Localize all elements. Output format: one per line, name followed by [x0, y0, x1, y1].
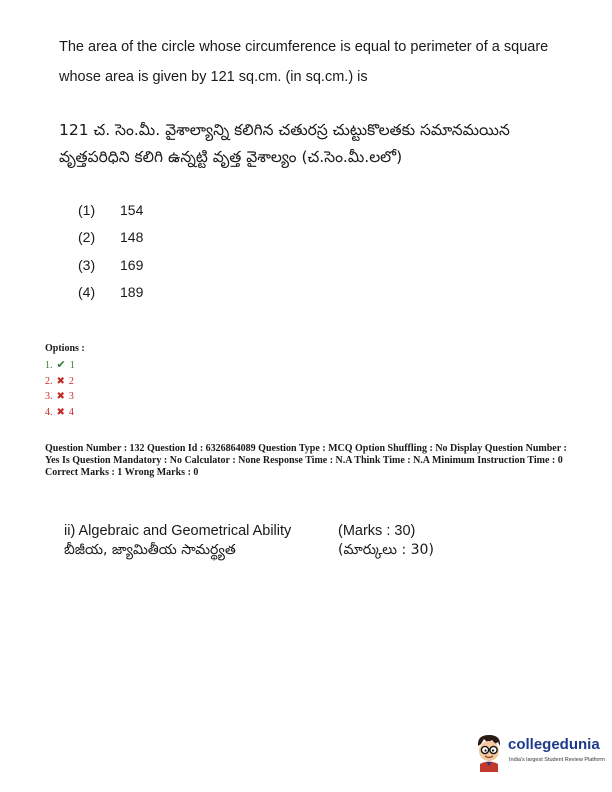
answer-index: 4.: [45, 406, 53, 418]
check-icon: ✔: [56, 359, 66, 371]
answer-label: 1: [69, 360, 75, 371]
choice-item: [78, 196, 143, 224]
answer-label: 3: [68, 391, 74, 402]
question-telugu: [59, 117, 589, 171]
question-info-marks: Correct Marks : 1 Wrong Marks : 0: [45, 467, 199, 478]
question-english-line1: The area of the circle whose circumference is equal to perimeter of a square: [59, 39, 549, 55]
answer-key-item: [45, 374, 75, 390]
cross-icon: ✖: [56, 375, 65, 387]
answer-index: 2.: [45, 375, 53, 387]
logo-tagline: India's largest Student Review Platform: [509, 757, 605, 763]
section-marks-english: (Marks : 30): [338, 523, 416, 539]
section-marks-telugu: (మార్కులు : 30): [338, 542, 434, 558]
section-title: [64, 522, 291, 560]
choice-value: 169: [120, 256, 144, 273]
question-info-details: Question Number : 132 Question Id : 6326864089 Question Type : MCQ Option Shuffling : No Display Question Number : Yes Is Question Mandatory : No Calculator : None Response Time : N.A Think Time : N.A Minimum Instruction Time : 0: [45, 443, 567, 466]
question-telugu-line2: వృత్తపరిధిని కలిగి ఉన్నట్టి వృత్త వైశాల్యం (చ.సెం.మీ.లలో): [59, 148, 403, 166]
answer-key-item: [45, 358, 75, 374]
question-english: [59, 32, 579, 92]
cross-icon: ✖: [56, 406, 65, 418]
choice-value: 154: [120, 201, 144, 218]
answer-key-list: [45, 358, 75, 420]
choice-value: 148: [120, 229, 144, 246]
choice-value: 189: [120, 284, 144, 301]
logo-brand-text: collegedunia: [508, 736, 600, 753]
question-english-line2: whose area is given by 121 sq.cm. (in sq.cm.) is: [59, 69, 368, 85]
collegedunia-logo: [474, 732, 605, 772]
answer-key-item: [45, 405, 75, 421]
answer-label: 2: [68, 375, 74, 387]
choice-item: [78, 251, 143, 279]
choice-number: (4): [78, 284, 96, 301]
mascot-icon: [474, 732, 504, 772]
choice-item: [78, 224, 143, 252]
answer-index: 3.: [45, 391, 53, 402]
choice-number: (1): [78, 201, 96, 218]
choice-number: (3): [78, 256, 96, 273]
choice-number: (2): [78, 229, 96, 246]
cross-icon: ✖: [56, 391, 65, 402]
answer-label: 4: [68, 406, 74, 418]
choice-item: [78, 279, 143, 307]
question-telugu-line1: 121 చ. సెం.మీ. వైశాల్యాన్ని కలిగిన చతురస్ర చుట్టుకొలతకు సమానమయిన: [59, 121, 510, 139]
answer-index: 1.: [45, 360, 53, 371]
question-info: [45, 443, 575, 479]
options-heading: Options :: [45, 343, 85, 354]
section-title-english: ii) Algebraic and Geometrical Ability: [64, 523, 292, 539]
section-marks: [338, 522, 434, 560]
answer-key-item: [45, 389, 75, 405]
choice-list: [78, 196, 143, 306]
section-title-telugu: బీజీయ, జ్యామితీయ సామర్థ్యత: [64, 542, 236, 558]
